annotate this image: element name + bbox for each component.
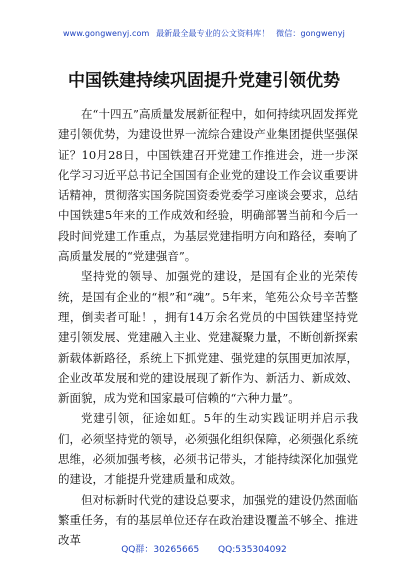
footer-qq: QQ:535304092 bbox=[218, 545, 287, 555]
header-wechat: 微信：gongwenyj bbox=[276, 29, 345, 38]
page-header bbox=[0, 28, 408, 40]
footer-qq-group: QQ群：30265665 bbox=[121, 545, 200, 555]
header-slogan: 最新最全最专业的公文资料库！ bbox=[156, 29, 270, 38]
paragraph: 坚持党的领导、加强党的建设，是国有企业的光荣传统，是国有企业的“根”和“魂”。5年来，笔苑公众号辛苦整理，倒卖者可耻！，拥有14万余名党员的中国铁建坚持党建引领发展、党建融入主业、党建凝聚力量，不断创新探索新载体新路径，系统上下抓党建、强党建的氛围更加浓厚，企业改革发展和党的建设展现了新作为、新活力、新成效、新面貌，成为党和国家最可信赖的“六种力量”。 bbox=[58, 269, 358, 406]
paragraph: 党建引领，征途如虹。5年的生动实践证明并启示我们，必须坚持党的领导，必须强化组织保障，必须强化系统思维，必须加强考核，必须书记带头，才能持续深化加强党的建设，才能提升党建质量和成效。 bbox=[58, 411, 358, 487]
page-footer bbox=[0, 544, 408, 556]
header-site-url[interactable]: www.gongwenyj.com bbox=[63, 29, 150, 38]
document-body bbox=[58, 104, 358, 551]
document-title: 中国铁建持续巩固提升党建引领优势 bbox=[68, 71, 340, 91]
paragraph: 在“十四五”高质量发展新征程中，如何持续巩固发挥党建引领优势，为建设世界一流综合建设产业集团提供坚强保证？10月28日，中国铁建召开党建工作推进会，进一步深化学习习近平总书记全国国有企业党的建设工作会议重要讲话精神，贯彻落实国务院国资委党委学习座谈会要求，总结中国铁建5年来的工作成效和经验，明确部署当前和今后一段时间党建工作重点，为基层党建指明方向和路径，奏响了高质量发展的“党建强音”。 bbox=[58, 107, 358, 264]
paragraph: 但对标新时代党的建设总要求，加强党的建设仍然面临繁重任务，有的基层单位还存在政治建设覆盖不够全、推进改革 bbox=[58, 492, 358, 548]
